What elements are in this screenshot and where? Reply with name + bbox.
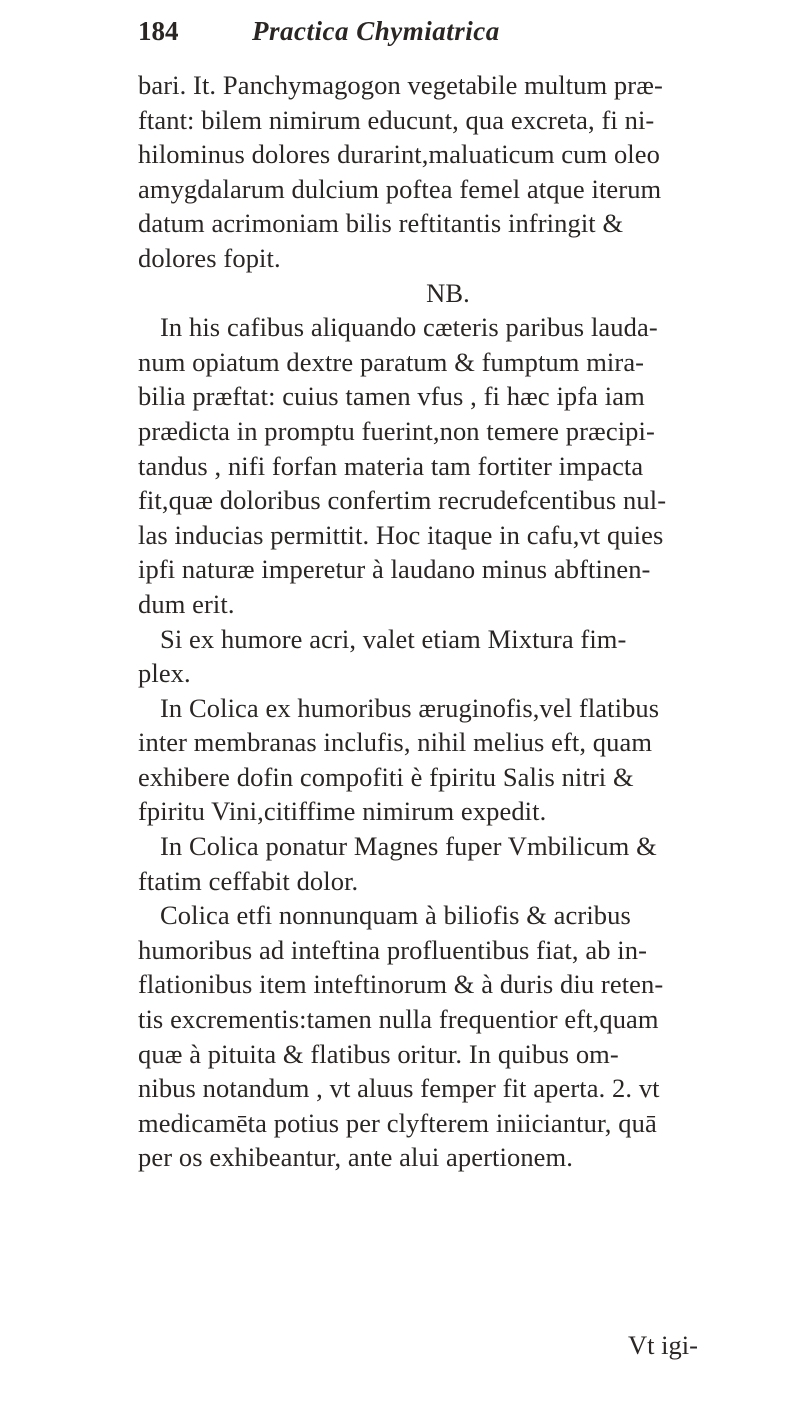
text-line: dum erit. — [138, 588, 235, 619]
text-line: fit,quæ doloribus confertim recrudefcentibus nul- — [138, 485, 667, 516]
body-text — [138, 68, 698, 1175]
text-line: prædicta in promptu fuerint,non temere præcipi- — [138, 415, 655, 446]
text-line: bari. It. Panchymagogon vegetabile multum præ- — [138, 70, 663, 100]
text-line: per os exhibeantur, ante alui apertionem. — [138, 1142, 573, 1173]
text-line: humoribus ad inteftina profluentibus fiat, ab in- — [138, 934, 648, 965]
text-line: dolores fopit. — [138, 242, 281, 273]
text-line: bilia præftat: cuius tamen vfus , fi hæc ipfa iam — [138, 381, 645, 412]
text-line: tandus , nifi forfan materia tam fortiter impacta — [138, 450, 644, 481]
text-line: inter membranas inclufis, nihil melius eft, quam — [138, 727, 653, 758]
text-line: Si ex humore acri, valet etiam Mixtura fim- — [160, 623, 627, 654]
running-head — [138, 16, 698, 62]
text-line: quæ à pituita & flatibus oritur. In quibus om- — [138, 1038, 619, 1069]
text-line: In Colica ex humoribus æruginofis,vel flatibus — [160, 692, 660, 723]
text-line: ftatim ceffabit dolor. — [138, 865, 359, 896]
catchword: Vt igi- — [628, 1330, 698, 1360]
text-line: datum acrimoniam bilis reftitantis infringit & — [138, 208, 624, 239]
text-line: nibus notandum , vt aluus femper fit aperta. 2. vt — [138, 1073, 660, 1104]
text-line: ftant: bilem nimirum educunt, qua excreta, fi ni- — [138, 104, 655, 135]
text-line: medicamēta potius per clyfterem iniiciantur, quā — [138, 1107, 657, 1138]
text-line: fpiritu Vini,citiffime nimirum expedit. — [138, 796, 547, 827]
running-title: Practica Chymiatrica — [252, 16, 500, 46]
text-line: Colica etfi nonnunquam à biliofis & acribus — [160, 900, 631, 931]
text-line: In his cafibus aliquando cæteris paribus lauda- — [160, 312, 658, 343]
text-line: amygdalarum dulcium poftea femel atque iterum — [138, 173, 662, 204]
text-line: ipfi naturæ imperetur à laudano minus abftinen- — [138, 554, 651, 585]
text-line: flationibus item inteftinorum & à duris diu reten- — [138, 969, 664, 1000]
text-line: plex. — [138, 658, 191, 689]
page-number: 184 — [138, 16, 179, 46]
section-heading: NB. — [426, 277, 470, 308]
text-line: las inducias permittit. Hoc itaque in cafu,vt quies — [138, 519, 664, 550]
text-line: num opiatum dextre paratum & fumptum mira- — [138, 346, 645, 377]
text-line: In Colica ponatur Magnes fuper Vmbilicum & — [160, 831, 657, 862]
text-line: tis excrementis:tamen nulla frequentior eft,quam — [138, 1004, 659, 1035]
text-line: exhibere dofin compofiti è fpiritu Salis nitri & — [138, 761, 634, 792]
text-line: hilominus dolores durarint,maluaticum cum oleo — [138, 139, 660, 170]
